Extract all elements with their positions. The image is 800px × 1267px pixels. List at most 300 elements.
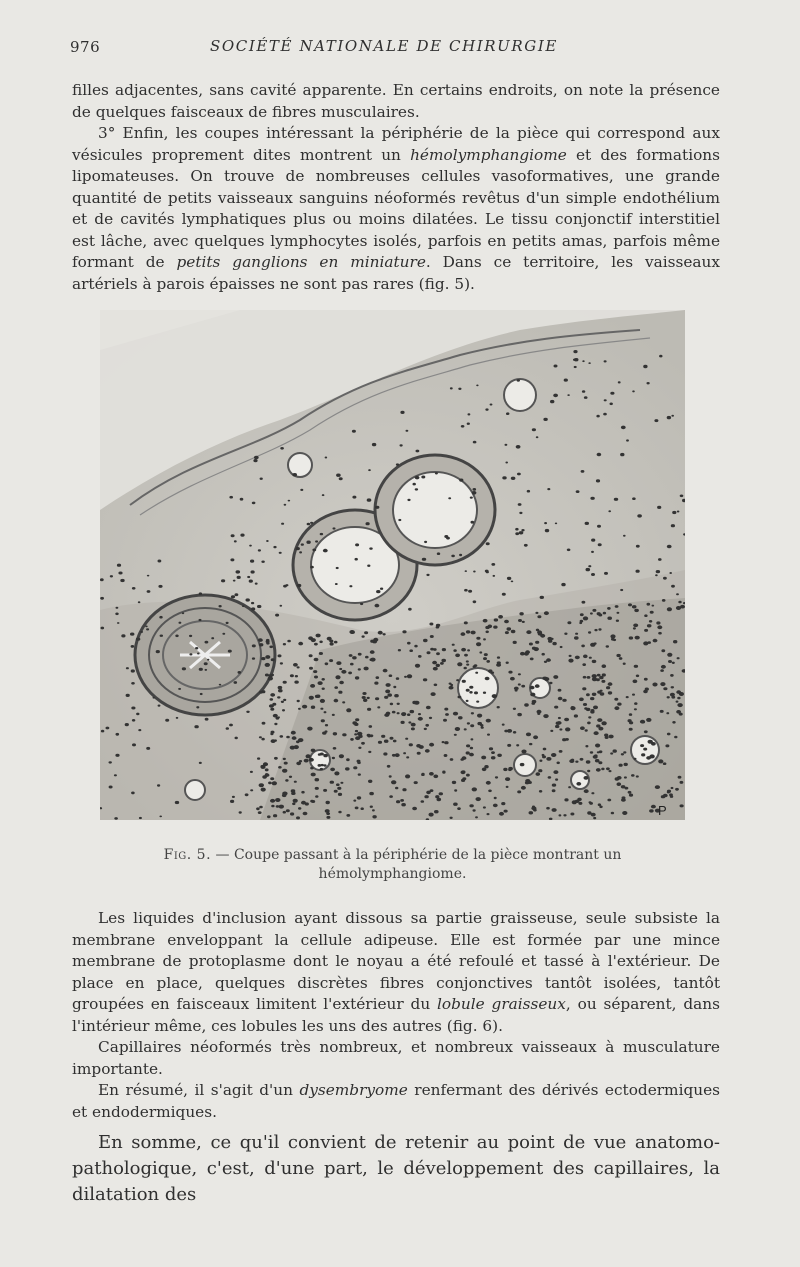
cell-nucleus bbox=[587, 676, 591, 679]
paragraph bbox=[72, 123, 720, 295]
cell-nucleus bbox=[393, 740, 397, 743]
cell-nucleus bbox=[466, 744, 470, 747]
cell-nucleus bbox=[297, 700, 300, 702]
cell-nucleus bbox=[271, 674, 274, 676]
cell-nucleus bbox=[291, 793, 294, 795]
cell-nucleus bbox=[629, 636, 633, 639]
cell-nucleus bbox=[250, 771, 253, 773]
cell-nucleus bbox=[431, 692, 436, 696]
cell-nucleus bbox=[591, 573, 595, 576]
cell-nucleus bbox=[593, 755, 598, 759]
cell-nucleus bbox=[309, 696, 314, 700]
cell-nucleus bbox=[285, 779, 288, 782]
cell-nucleus bbox=[333, 747, 337, 750]
cell-nucleus bbox=[653, 639, 658, 643]
cell-nucleus bbox=[595, 744, 600, 748]
cell-nucleus bbox=[493, 626, 497, 629]
cell-nucleus bbox=[515, 528, 518, 531]
cell-nucleus bbox=[320, 699, 325, 703]
cell-nucleus bbox=[469, 804, 473, 807]
cell-nucleus bbox=[427, 651, 431, 654]
cell-nucleus bbox=[265, 768, 269, 771]
cell-nucleus bbox=[441, 659, 446, 662]
cell-nucleus bbox=[498, 615, 503, 619]
cell-nucleus bbox=[326, 801, 330, 804]
cell-nucleus bbox=[497, 754, 502, 757]
cell-nucleus bbox=[588, 716, 591, 718]
cell-nucleus bbox=[116, 733, 120, 736]
cell-nucleus bbox=[271, 805, 274, 808]
cell-nucleus bbox=[624, 776, 627, 778]
cell-nucleus bbox=[464, 667, 467, 670]
cell-nucleus bbox=[550, 730, 553, 732]
cell-nucleus bbox=[626, 439, 629, 441]
cell-nucleus bbox=[395, 787, 398, 790]
cell-nucleus bbox=[623, 663, 626, 665]
cell-nucleus bbox=[597, 674, 601, 677]
cell-nucleus bbox=[350, 663, 354, 666]
cell-nucleus bbox=[597, 453, 602, 457]
cell-nucleus bbox=[583, 676, 587, 679]
cell-nucleus bbox=[160, 635, 163, 637]
cell-nucleus bbox=[555, 725, 559, 728]
cell-nucleus bbox=[647, 641, 651, 644]
cell-nucleus bbox=[524, 544, 528, 547]
cell-nucleus bbox=[259, 643, 263, 646]
cell-nucleus bbox=[592, 660, 597, 663]
cell-nucleus bbox=[488, 669, 492, 672]
cell-nucleus bbox=[330, 768, 335, 772]
cell-nucleus bbox=[507, 729, 512, 733]
cell-nucleus bbox=[387, 693, 392, 696]
cell-nucleus bbox=[339, 477, 343, 480]
cell-nucleus bbox=[366, 522, 370, 525]
cell-nucleus bbox=[552, 642, 556, 645]
cell-nucleus bbox=[641, 753, 645, 756]
cell-nucleus bbox=[554, 706, 558, 709]
cell-nucleus bbox=[466, 664, 469, 666]
cell-nucleus bbox=[461, 632, 466, 636]
cell-nucleus bbox=[644, 614, 647, 617]
cell-nucleus bbox=[338, 811, 341, 814]
cell-nucleus bbox=[548, 776, 552, 779]
cell-nucleus bbox=[398, 519, 401, 521]
cell-nucleus bbox=[262, 775, 267, 778]
cell-nucleus bbox=[543, 418, 547, 421]
cell-nucleus bbox=[520, 763, 525, 766]
cell-nucleus bbox=[672, 721, 675, 724]
cell-nucleus bbox=[358, 773, 361, 775]
cell-nucleus bbox=[555, 778, 558, 780]
cell-nucleus bbox=[291, 731, 296, 735]
cell-nucleus bbox=[415, 488, 418, 490]
cell-nucleus bbox=[378, 631, 383, 635]
cell-nucleus bbox=[661, 665, 666, 669]
cell-nucleus bbox=[261, 765, 264, 768]
cell-nucleus bbox=[676, 701, 679, 703]
cell-nucleus bbox=[466, 774, 470, 777]
cell-nucleus bbox=[510, 677, 515, 681]
cell-nucleus bbox=[311, 749, 316, 752]
cell-nucleus bbox=[434, 684, 438, 687]
cell-nucleus bbox=[430, 635, 434, 638]
cell-nucleus bbox=[542, 653, 545, 656]
caption-text: — Coupe passant à la périphérie de la pièce montrant un hémolymphangiome. bbox=[211, 847, 622, 882]
cell-nucleus bbox=[617, 612, 620, 614]
cell-nucleus bbox=[306, 541, 310, 544]
cell-nucleus bbox=[270, 693, 275, 697]
cell-nucleus bbox=[429, 623, 433, 626]
cell-nucleus bbox=[669, 572, 672, 574]
cell-nucleus bbox=[249, 580, 253, 583]
cell-nucleus bbox=[436, 626, 440, 629]
cell-nucleus bbox=[282, 794, 287, 797]
cell-nucleus bbox=[677, 657, 680, 659]
cell-nucleus bbox=[310, 684, 315, 688]
cell-nucleus bbox=[336, 783, 340, 786]
cell-nucleus bbox=[131, 682, 135, 685]
cell-nucleus bbox=[256, 807, 260, 810]
cell-nucleus bbox=[385, 690, 390, 694]
cell-nucleus bbox=[457, 662, 462, 666]
cell-nucleus bbox=[261, 738, 264, 741]
cell-nucleus bbox=[301, 791, 304, 794]
cell-nucleus bbox=[621, 785, 626, 788]
cell-nucleus bbox=[505, 631, 509, 634]
cell-nucleus bbox=[433, 775, 438, 779]
cell-nucleus bbox=[540, 596, 544, 599]
cell-nucleus bbox=[355, 543, 359, 546]
cell-nucleus bbox=[677, 703, 682, 707]
cell-nucleus bbox=[126, 694, 130, 697]
cell-nucleus bbox=[222, 633, 225, 635]
cell-nucleus bbox=[292, 803, 295, 806]
cell-nucleus bbox=[663, 687, 667, 690]
cell-nucleus bbox=[280, 447, 284, 450]
cell-nucleus bbox=[492, 694, 497, 698]
cell-nucleus bbox=[315, 795, 318, 798]
cell-nucleus bbox=[101, 627, 105, 630]
cell-nucleus bbox=[560, 646, 563, 648]
cell-nucleus bbox=[680, 804, 684, 807]
cell-nucleus bbox=[294, 745, 299, 749]
cell-nucleus bbox=[576, 782, 581, 786]
cell-nucleus bbox=[176, 717, 179, 719]
cell-nucleus bbox=[291, 789, 296, 792]
cell-nucleus bbox=[575, 633, 578, 635]
cell-nucleus bbox=[557, 762, 560, 765]
emphasis-term: hémolymphangiome bbox=[410, 145, 567, 164]
cell-nucleus bbox=[590, 697, 594, 700]
cell-nucleus bbox=[537, 710, 542, 714]
cell-nucleus bbox=[279, 805, 284, 809]
cell-nucleus bbox=[532, 428, 536, 431]
cell-nucleus bbox=[270, 708, 274, 711]
cell-nucleus bbox=[246, 711, 249, 713]
cell-nucleus bbox=[234, 540, 237, 542]
cell-nucleus bbox=[405, 738, 408, 740]
cell-nucleus bbox=[253, 459, 257, 462]
cell-nucleus bbox=[622, 796, 626, 799]
cell-nucleus bbox=[229, 496, 233, 499]
cell-nucleus bbox=[362, 696, 366, 699]
cell-nucleus bbox=[529, 643, 533, 646]
cell-nucleus bbox=[234, 681, 238, 684]
cell-nucleus bbox=[416, 450, 420, 453]
cell-nucleus bbox=[493, 575, 496, 577]
cell-nucleus bbox=[251, 602, 254, 604]
cell-nucleus bbox=[582, 360, 584, 362]
cell-nucleus bbox=[470, 497, 473, 499]
cell-nucleus bbox=[283, 811, 286, 814]
cell-nucleus bbox=[487, 734, 490, 736]
cell-nucleus bbox=[515, 532, 519, 535]
cell-nucleus bbox=[226, 727, 229, 730]
cell-nucleus bbox=[584, 396, 588, 399]
cell-nucleus bbox=[592, 677, 597, 681]
cell-nucleus bbox=[353, 800, 356, 802]
text-span: et des formations lipomateuses. On trouve de nombreuses cellules vasoformatives, une grande quantité de petits vaisseaux sanguins néoformés revêtus d'un simple endothélium et de cavités lymphatiques plus ou moins dilatées. Le tissu conjonctif interstitiel est lâche, avec quelques lymphocytes isolés, parfois en petits amas, parfois même formant de bbox=[72, 145, 720, 271]
cell-nucleus bbox=[624, 763, 628, 766]
cell-nucleus bbox=[540, 634, 545, 638]
cell-nucleus bbox=[450, 758, 454, 761]
cell-nucleus bbox=[298, 642, 303, 646]
cell-nucleus bbox=[505, 462, 508, 464]
cell-nucleus bbox=[567, 394, 570, 396]
cell-nucleus bbox=[442, 771, 445, 774]
cell-nucleus bbox=[259, 806, 263, 809]
cell-nucleus bbox=[676, 690, 681, 694]
cell-nucleus bbox=[455, 654, 460, 658]
cell-nucleus bbox=[367, 708, 371, 711]
cell-nucleus bbox=[233, 580, 236, 582]
cell-nucleus bbox=[569, 759, 574, 763]
cell-nucleus bbox=[604, 572, 608, 575]
cell-nucleus bbox=[471, 712, 474, 714]
cell-nucleus bbox=[139, 817, 142, 819]
cell-nucleus bbox=[632, 497, 636, 500]
cell-nucleus bbox=[313, 670, 317, 673]
cell-nucleus bbox=[628, 791, 632, 794]
cell-nucleus bbox=[290, 674, 294, 677]
cell-nucleus bbox=[231, 595, 235, 598]
cell-nucleus bbox=[659, 355, 662, 358]
cell-nucleus bbox=[485, 408, 488, 410]
paragraph bbox=[72, 908, 720, 1037]
cell-nucleus bbox=[429, 772, 434, 776]
cell-nucleus bbox=[337, 787, 341, 790]
cell-nucleus bbox=[334, 771, 339, 775]
cell-nucleus bbox=[535, 612, 538, 614]
cell-nucleus bbox=[677, 697, 680, 700]
cell-nucleus bbox=[458, 388, 461, 390]
cell-nucleus bbox=[672, 662, 675, 664]
cell-nucleus bbox=[634, 609, 639, 612]
cell-nucleus bbox=[286, 736, 290, 739]
cell-nucleus bbox=[562, 699, 566, 702]
cell-nucleus bbox=[475, 672, 478, 674]
cell-nucleus bbox=[444, 741, 448, 744]
cell-nucleus bbox=[315, 787, 319, 790]
cell-nucleus bbox=[362, 635, 365, 637]
cell-nucleus bbox=[584, 789, 589, 793]
cell-nucleus bbox=[321, 719, 325, 722]
micrograph-figure bbox=[100, 310, 685, 820]
cell-nucleus bbox=[483, 638, 486, 640]
cell-nucleus bbox=[596, 479, 600, 482]
cell-nucleus bbox=[581, 645, 585, 648]
cell-nucleus bbox=[430, 789, 434, 792]
cell-nucleus bbox=[610, 752, 613, 754]
cell-nucleus bbox=[309, 667, 313, 670]
cell-nucleus bbox=[651, 805, 656, 809]
cell-nucleus bbox=[530, 693, 535, 697]
cell-nucleus bbox=[389, 795, 393, 798]
cell-nucleus bbox=[632, 694, 635, 696]
cell-nucleus bbox=[412, 807, 417, 811]
cell-nucleus bbox=[486, 781, 491, 785]
cell-nucleus bbox=[349, 654, 353, 657]
cell-nucleus bbox=[121, 634, 125, 637]
cell-nucleus bbox=[351, 631, 355, 634]
cell-nucleus bbox=[676, 593, 679, 595]
cell-nucleus bbox=[175, 635, 178, 638]
cell-nucleus bbox=[518, 683, 521, 685]
cell-nucleus bbox=[389, 775, 392, 777]
cell-nucleus bbox=[474, 664, 478, 667]
cell-nucleus bbox=[617, 703, 621, 706]
cell-nucleus bbox=[504, 620, 509, 624]
cell-nucleus bbox=[307, 727, 312, 731]
cell-nucleus bbox=[507, 627, 512, 630]
cell-nucleus bbox=[594, 629, 597, 631]
cell-nucleus bbox=[663, 762, 667, 765]
text-block-top bbox=[72, 80, 720, 295]
cell-nucleus bbox=[270, 799, 275, 803]
cell-nucleus bbox=[450, 684, 453, 686]
cell-nucleus bbox=[305, 802, 309, 805]
cell-nucleus bbox=[153, 697, 155, 699]
cell-nucleus bbox=[320, 533, 323, 535]
cell-nucleus bbox=[547, 637, 552, 641]
cell-nucleus bbox=[307, 523, 311, 526]
cell-nucleus bbox=[270, 698, 274, 701]
cell-nucleus bbox=[336, 661, 341, 665]
cell-nucleus bbox=[501, 802, 505, 805]
cell-nucleus bbox=[270, 733, 273, 735]
cell-nucleus bbox=[334, 686, 338, 689]
cell-nucleus bbox=[352, 496, 356, 499]
cell-nucleus bbox=[464, 589, 468, 592]
cell-nucleus bbox=[375, 506, 379, 509]
cell-nucleus bbox=[671, 415, 674, 417]
cell-nucleus bbox=[587, 770, 590, 772]
cell-nucleus bbox=[411, 727, 415, 730]
cell-nucleus bbox=[475, 816, 478, 818]
cell-nucleus bbox=[603, 413, 607, 416]
cell-nucleus bbox=[252, 502, 256, 505]
cell-nucleus bbox=[607, 799, 611, 802]
cell-nucleus bbox=[258, 811, 262, 814]
cell-nucleus bbox=[355, 718, 359, 721]
cell-nucleus bbox=[635, 636, 640, 640]
cell-nucleus bbox=[316, 634, 321, 638]
cell-nucleus bbox=[417, 752, 421, 755]
cell-nucleus bbox=[466, 660, 469, 662]
cell-nucleus bbox=[421, 800, 425, 803]
cell-nucleus bbox=[539, 760, 542, 762]
cell-nucleus bbox=[147, 575, 149, 577]
cell-nucleus bbox=[589, 801, 592, 803]
cell-nucleus bbox=[471, 521, 475, 524]
cell-nucleus bbox=[590, 751, 593, 753]
cell-nucleus bbox=[136, 638, 140, 641]
cell-nucleus bbox=[568, 659, 573, 663]
cell-nucleus bbox=[668, 660, 672, 663]
cell-nucleus bbox=[491, 756, 496, 759]
cell-nucleus bbox=[384, 713, 389, 717]
cell-nucleus bbox=[260, 478, 263, 480]
cell-nucleus bbox=[392, 711, 396, 714]
cell-nucleus bbox=[546, 658, 551, 662]
cell-nucleus bbox=[106, 727, 110, 730]
cell-nucleus bbox=[670, 795, 673, 798]
cell-nucleus bbox=[372, 443, 376, 446]
cell-nucleus bbox=[457, 807, 461, 810]
cell-nucleus bbox=[486, 719, 491, 723]
cell-nucleus bbox=[454, 734, 457, 736]
cell-nucleus bbox=[323, 549, 328, 553]
cell-nucleus bbox=[473, 600, 477, 603]
cell-nucleus bbox=[588, 631, 591, 633]
cell-nucleus bbox=[634, 665, 638, 668]
cell-nucleus bbox=[319, 652, 323, 655]
cell-nucleus bbox=[450, 817, 453, 819]
cell-nucleus bbox=[633, 627, 636, 629]
cell-nucleus bbox=[449, 686, 454, 690]
cell-nucleus bbox=[465, 570, 467, 572]
cell-nucleus bbox=[109, 786, 113, 789]
cell-nucleus bbox=[601, 721, 606, 725]
cell-nucleus bbox=[603, 612, 606, 615]
cell-nucleus bbox=[354, 733, 357, 735]
cell-nucleus bbox=[310, 767, 313, 770]
cell-nucleus bbox=[476, 797, 481, 801]
cell-nucleus bbox=[582, 687, 586, 690]
cell-nucleus bbox=[544, 611, 549, 615]
cell-nucleus bbox=[588, 565, 591, 567]
cell-nucleus bbox=[467, 649, 470, 651]
cell-nucleus bbox=[375, 604, 380, 608]
cell-nucleus bbox=[596, 415, 599, 418]
cell-nucleus bbox=[590, 497, 594, 500]
cell-nucleus bbox=[667, 696, 670, 698]
cell-nucleus bbox=[368, 469, 371, 471]
cell-nucleus bbox=[614, 698, 618, 701]
cell-nucleus bbox=[476, 385, 478, 387]
cell-nucleus bbox=[580, 758, 584, 761]
cell-nucleus bbox=[349, 585, 352, 587]
cell-nucleus bbox=[279, 552, 282, 554]
cell-nucleus bbox=[205, 718, 209, 721]
cell-nucleus bbox=[598, 543, 602, 546]
cell-nucleus bbox=[272, 781, 277, 785]
cell-nucleus bbox=[671, 524, 675, 527]
cell-nucleus bbox=[599, 750, 603, 753]
cell-nucleus bbox=[258, 638, 263, 642]
cell-nucleus bbox=[519, 612, 523, 615]
cell-nucleus bbox=[479, 651, 482, 653]
